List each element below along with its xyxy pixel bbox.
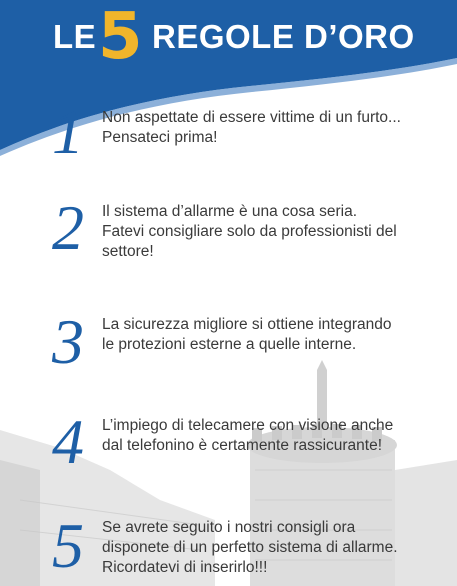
title-number: 5 (98, 0, 144, 74)
rule-text: Non aspettate di essere vittime di un furto... Pensateci prima! (102, 109, 401, 146)
page-title (0, 0, 457, 74)
rule-number: 3 (52, 306, 84, 377)
rule-text: L’impiego di telecamere con visione anche dal telefonino è certamente rassicurante! (102, 417, 394, 454)
rule-number: 4 (52, 406, 84, 477)
rule-number: 5 (52, 510, 84, 581)
rule-number: 1 (52, 96, 84, 167)
rule-text: La sicurezza migliore si ottiene integrando le protezioni esterne a quelle interne. (102, 316, 392, 353)
rule-text: Se avrete seguito i nostri consigli ora disponete di un perfetto sistema di allarme. Ricordatevi di inserirlo!!! (102, 519, 398, 576)
title-prefix: LE (53, 18, 97, 55)
rule-number: 2 (52, 192, 84, 263)
header (0, 0, 457, 80)
rule-text: Il sistema d’allarme è una cosa seria. Fatevi consigliare solo da professionisti del settore! (102, 203, 397, 260)
title-suffix: REGOLE D’ORO (152, 18, 415, 55)
